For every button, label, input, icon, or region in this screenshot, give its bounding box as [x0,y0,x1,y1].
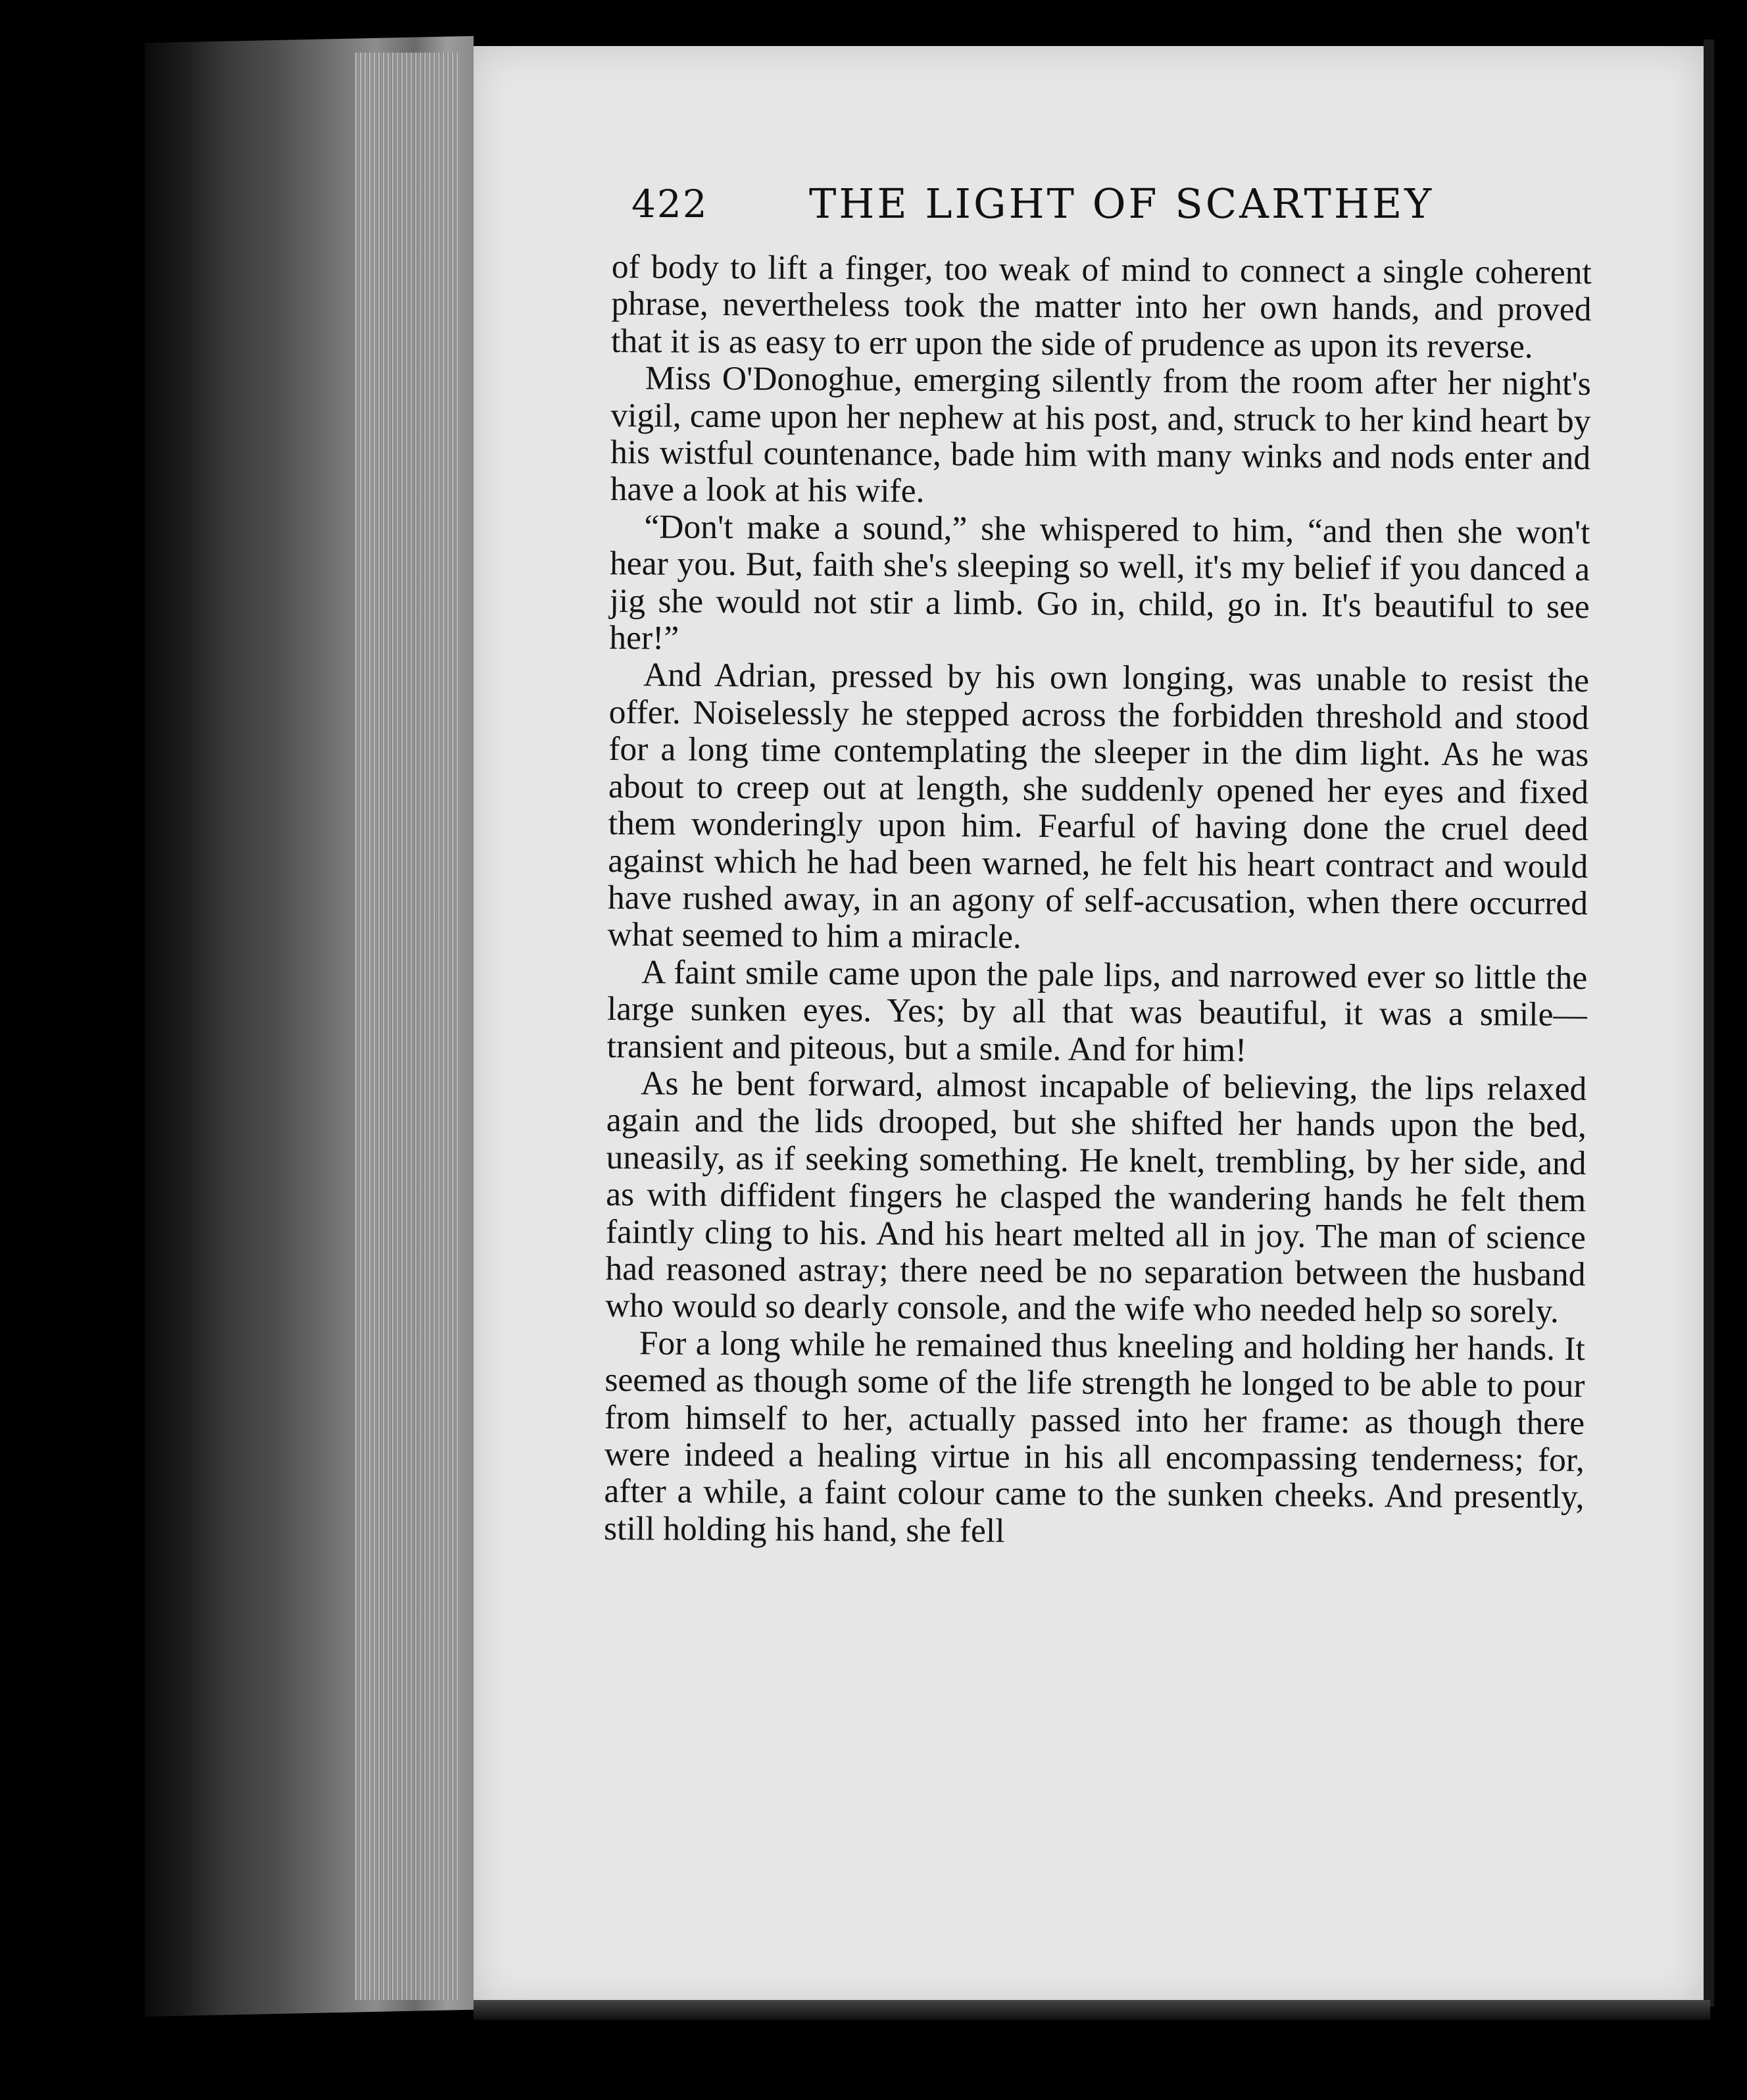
page-number: 422 [631,182,708,226]
page-bottom-shadow [474,2000,1710,2020]
paragraph: And Adrian, pressed by his own longing, was unable to resist the offer. Noiselessly he stepped across the forbidden threshold and stood for a long time contemplating the sleeper in the dim light. As he was about to creep out at length, she suddenly opened her eyes and fixed them wonderingly upon him. Fearful of having done the cruel deed against which he had been warned, he felt his heart contract and would have rushed away, in an agony of self-accusation, when there occurred what seemed to him a miracle. [607,656,1590,957]
page-edge-stripes [355,53,460,2000]
page-right-edge [1704,39,1714,2007]
paragraph: For a long while he remained thus kneeling and holding her hands. It seemed as though some of the life strength he longed to be able to pour from himself to her, actually passed into her frame: as though there were indeed a healing virtue in his all encompassing tenderness; for, after a while, a faint colour came to the sunken cheeks. And presently, still holding his hand, she fell [603,1324,1585,1550]
paragraph: As he bent forward, almost incapable of believing, the lips relaxed again and the lids drooped, but she shifted her hands upon the bed, uneasily, as if seeking something. He knelt, trembling, by her side, and as with diffident fingers he clasped the wandering hands he felt them faintly cling to his. And his heart melted all in joy. The man of science had reasoned astray; there need be no separation between the husband who would so dearly console, and the wife who needed help so sorely. [605,1064,1587,1331]
page-header [631,178,1435,230]
paragraph: of body to lift a finger, too weak of mind to connect a single coherent phrase, nevertheless took the matter into her own hands, and proved that it is as easy to err upon the side of prudence as upon its reverse. [610,248,1592,366]
body-text [604,249,1592,1553]
paragraph: “Don't make a sound,” she whispered to him, “and then she won't hear you. But, faith she's sleeping so well, it's my belief if you danced a jig she would not stir a limb. Go in, child, go in. It's beautiful to see her!” [609,508,1590,657]
paragraph: A faint smile came upon the pale lips, and narrowed ever so little the large sunken eyes. Yes; by all that was beautiful, it was a smile—transient and piteous, but a smile. And for him! [606,953,1588,1069]
running-head: THE LIGHT OF SCARTHEY [809,180,1435,228]
paragraph: Miss O'Donoghue, emerging silently from the room after her night's vigil, came upon her nephew at his post, and, struck to her kind heart by his wistful countenance, bade him with many winks and nods enter and have a look at his wife. [610,359,1591,511]
